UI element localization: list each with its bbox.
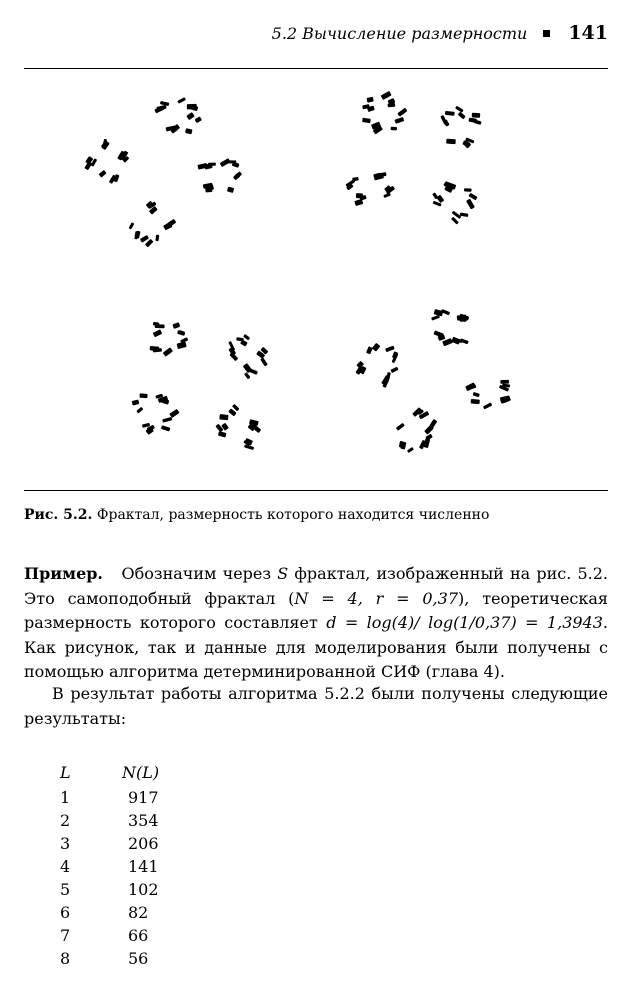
example-text-3: ), теоретическая размерность которого составляет (24, 588, 609, 632)
figure-caption (24, 507, 624, 523)
example-text-1: Обозначим через (121, 564, 278, 583)
cell-nl: 66 (128, 926, 149, 945)
cell-l: 7 (60, 926, 71, 945)
header-nl: N(L) (122, 762, 160, 782)
table-row (60, 809, 208, 832)
cell-nl: 82 (128, 903, 149, 922)
cell-l: 5 (60, 880, 71, 899)
n-r-expression: N = 4, r = 0,37 (294, 588, 459, 608)
cell-l: 6 (60, 903, 71, 922)
cell-nl: 102 (128, 880, 159, 899)
example-text-4: . Как рисунок, так и данные для моделирования были получены с помощью алгоритма детерминированной СИФ (глава 4). (24, 613, 609, 681)
dimension-expression: d = log(4)/ log(1/0,37) = 1,3943 (326, 613, 603, 632)
top-rule (24, 68, 608, 69)
section-title: 5.2 Вычисление размерности (271, 23, 528, 43)
fractal-cluster (340, 82, 496, 230)
caption-rule (24, 490, 608, 491)
table-row (60, 786, 208, 809)
example-paragraph (24, 562, 608, 685)
header-l: L (60, 762, 71, 782)
cell-l: 2 (60, 811, 71, 830)
result-paragraph: В результат работы алгоритма 5.2.2 были получены следующие результаты: (24, 684, 608, 728)
table-row (60, 878, 208, 901)
cell-nl: 354 (128, 811, 159, 830)
page-number: 141 (568, 22, 608, 44)
fractal-figure (24, 76, 608, 486)
fractal-cluster (340, 288, 523, 468)
table-header-row (60, 758, 208, 786)
table-row (60, 901, 208, 924)
fractal-cluster (124, 310, 286, 460)
results-table (60, 758, 208, 970)
page-header (24, 18, 608, 48)
example-text-2: фрактал, изображенный на рис. 5.2. Это самоподобный фрактал ( (24, 564, 608, 608)
fractal-cluster (72, 78, 258, 261)
table-row (60, 924, 208, 947)
header-bullet-icon (543, 30, 550, 37)
cell-l: 1 (60, 788, 71, 807)
cell-l: 8 (60, 949, 71, 968)
figure-caption-text: Фрактал, размерность которого находится численно (96, 507, 490, 523)
cell-nl: 206 (128, 834, 159, 853)
table-row (60, 947, 208, 970)
cell-nl: 141 (128, 857, 159, 876)
example-label: Пример. (24, 564, 103, 583)
cell-l: 3 (60, 834, 71, 853)
cell-nl: 56 (128, 949, 149, 968)
cell-l: 4 (60, 857, 71, 876)
figure-label: Рис. 5.2. (24, 507, 93, 523)
cell-nl: 917 (128, 788, 159, 807)
symbol-s: S (277, 564, 289, 583)
table-row (60, 832, 208, 855)
table-row (60, 855, 208, 878)
